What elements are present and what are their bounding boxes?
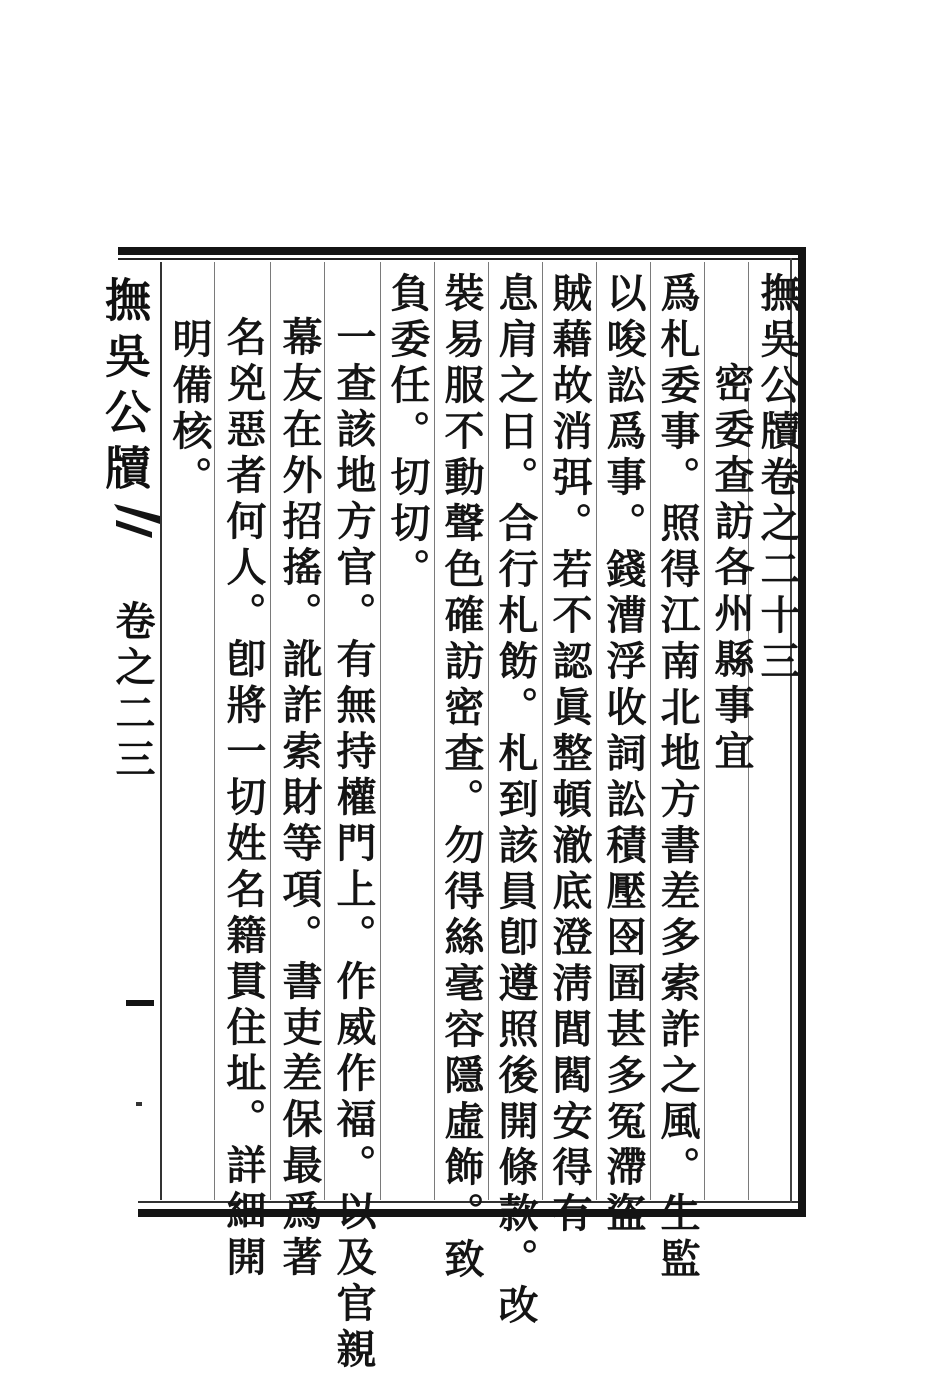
column-rule bbox=[650, 262, 651, 1200]
column-rule bbox=[434, 262, 435, 1200]
column-rule bbox=[488, 262, 489, 1200]
text-column: 爲札委事。照得江南北地方書差多索詐之風。生監 bbox=[654, 272, 701, 1284]
text-column: 負委任。切切。 bbox=[384, 272, 431, 594]
text-column-subtitle: 密委查訪各州縣事宜 bbox=[708, 362, 755, 776]
fish-tail-ornament bbox=[112, 496, 162, 556]
column-rule bbox=[214, 262, 215, 1200]
folio-number-mark bbox=[126, 1000, 154, 1006]
text-column: 明備核。 bbox=[166, 318, 213, 502]
text-column: 息肩之日。合行札飭。札到該員卽遵照後開條款。改 bbox=[492, 272, 539, 1330]
margin-book-title: 撫吳公牘 bbox=[98, 276, 152, 500]
column-rule bbox=[704, 262, 705, 1200]
column-rule bbox=[324, 262, 325, 1200]
column-rule bbox=[596, 262, 597, 1200]
text-column: 名兇惡者何人。卽將一切姓名籍貫住址。詳細開 bbox=[220, 316, 267, 1282]
text-column: 賊藉故消弭。若不認眞整頓澈底澄淸閭閻安得有 bbox=[546, 272, 593, 1238]
column-rule bbox=[542, 262, 543, 1200]
frame-top-border bbox=[118, 247, 804, 255]
folio-number bbox=[126, 1000, 127, 1001]
margin-juan-label: 卷之二三 bbox=[109, 600, 156, 784]
text-column: 以唆訟爲事。錢漕浮收詞訟積壓囹圄甚多冤滯盜 bbox=[600, 272, 647, 1238]
text-column: 裝易服不動聲色確訪密查。勿得絲毫容隱虛飾。致 bbox=[438, 272, 485, 1284]
margin-tick bbox=[136, 1102, 142, 1106]
text-column: 一查該地方官。有無持權門上。作威作福。以及官親 bbox=[330, 316, 377, 1374]
frame-top-inner-border bbox=[118, 258, 804, 260]
column-rule bbox=[270, 262, 271, 1200]
column-rule bbox=[380, 262, 381, 1200]
text-column: 幕友在外招搖。訛詐索財等項。書吏差保最爲著 bbox=[276, 316, 323, 1282]
text-column-title: 撫吳公牘卷之二十三 bbox=[754, 272, 801, 686]
